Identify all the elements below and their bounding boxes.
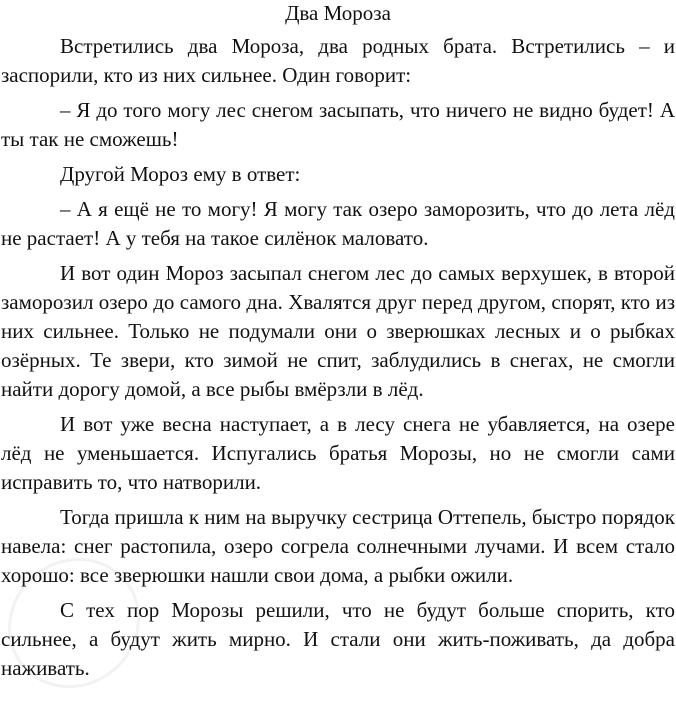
paragraph: Другой Мороз ему в ответ: — [60, 162, 301, 186]
paragraph: – Я до того могу лес снегом засыпать, что ничего не видно будет! А ты так не сможешь! — [1, 98, 675, 151]
paragraph: С тех пор Морозы решили, что не будут больше спорить, кто сильнее, а будут жить мирно. И стали они жить-поживать, да добра наживать. — [1, 598, 675, 680]
paragraph: Тогда пришла к ним на выручку сестрица Оттепель, быстро порядок навела: снег растопила, озеро согрела солнечными лучами. И всем стало хорошо: все зверюшки нашли свои дома, а рыбки ожили. — [1, 505, 675, 587]
paragraph: И вот один Мороз засыпал снегом лес до самых верхушек, в второй заморозил озеро до самого дна. Хвалятся друг перед другом, спорят, кто из них сильнее. Только не подумали они о зверюшках лесных и о рыбках озёрных. Те звери, кто зимой не спит, заблудились в снегах, не смогли найти дорогу домой, а все рыбы вмёрзли в лёд. — [1, 261, 675, 401]
paragraph: Встретились два Мороза, два родных брата. Встретились – и заспорили, кто из них сильнее. Один говорит: — [1, 34, 675, 87]
document — [1, 0, 675, 689]
paragraph: И вот уже весна наступает, а в лесу снега не убавляется, на озере лёд не уменьшается. Испугались братья Морозы, но не смогли сами исправить то, что натворили. — [1, 412, 675, 494]
document-title: Два Мороза — [285, 1, 391, 25]
paragraph: – А я ещё не то могу! Я могу так озеро заморозить, что до лета лёд не растает! А у тебя на такое силёнок маловато. — [1, 197, 675, 250]
